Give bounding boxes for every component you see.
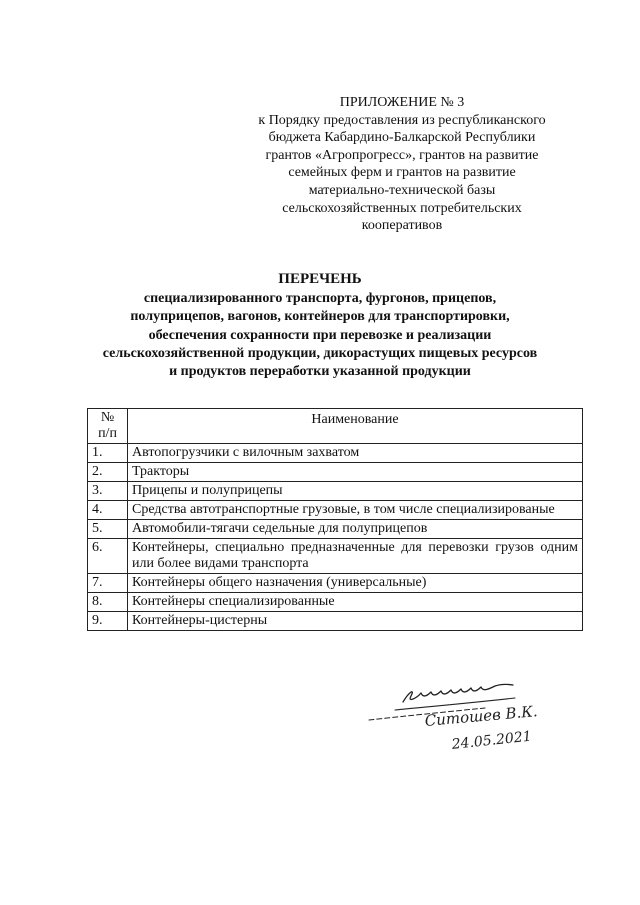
- row-name: Контейнеры специализированные: [128, 593, 583, 612]
- column-header-number: [88, 409, 128, 444]
- table-row: [88, 520, 583, 539]
- signature-name: Ситошев В.К.: [424, 702, 539, 730]
- document-subtitle-line: специализированного транспорта, фургонов, прицепов,: [143, 291, 497, 307]
- table-row: [88, 482, 583, 501]
- row-name: Средства автотранспортные грузовые, в том числе специализированые: [128, 501, 583, 520]
- table-row: [88, 539, 583, 574]
- row-number: 8.: [88, 593, 128, 612]
- appendix-text-line: сельскохозяйственных потребительских: [282, 200, 522, 216]
- row-number: 1.: [88, 444, 128, 463]
- signature-date: 24.05.2021: [451, 728, 533, 753]
- table-row: [88, 593, 583, 612]
- row-name: Контейнеры, специально предназначенные для перевозки грузов одним или более видами транспорта: [128, 539, 583, 574]
- table-row: [88, 501, 583, 520]
- row-name: Автомобили-тягачи седельные для полуприцепов: [128, 520, 583, 539]
- appendix-number: ПРИЛОЖЕНИЕ № 3: [339, 95, 465, 110]
- appendix-text-line: бюджета Кабардино-Балкарской Республики: [268, 130, 536, 146]
- appendix-text-line: семейных ферм и грантов на развитие: [288, 165, 516, 181]
- row-number: 6.: [88, 539, 128, 574]
- document-subtitle-line: сельскохозяйственной продукции, дикорастущих пищевых ресурсов: [102, 345, 538, 361]
- document-title: ПЕРЕЧЕНЬ: [278, 271, 362, 287]
- table-row: [88, 612, 583, 631]
- appendix-text-line: кооперативов: [361, 218, 443, 234]
- signature-stroke: [403, 684, 513, 702]
- row-name: Контейнеры общего назначения (универсальные): [128, 574, 583, 593]
- row-name: Контейнеры-цистерны: [128, 612, 583, 631]
- document-heading: [80, 270, 560, 381]
- column-header-name: Наименование: [128, 409, 583, 444]
- table-row: [88, 444, 583, 463]
- row-number: 9.: [88, 612, 128, 631]
- table-header-row: [88, 409, 583, 444]
- row-number: 7.: [88, 574, 128, 593]
- document-subtitle-line: и продуктов переработки указанной продукции: [169, 364, 471, 380]
- row-number: 4.: [88, 501, 128, 520]
- row-name: Автопогрузчики с вилочным захватом: [128, 444, 583, 463]
- document-subtitle-line: обеспечения сохранности при перевозке и реализации: [148, 327, 492, 343]
- appendix-text-line: к Порядку предоставления из республиканского: [258, 112, 546, 128]
- appendix-block: [232, 94, 572, 235]
- row-number: 2.: [88, 463, 128, 482]
- row-number: 5.: [88, 520, 128, 539]
- appendix-text-line: материально-технической базы: [308, 182, 496, 198]
- row-name: Прицепы и полуприцепы: [128, 482, 583, 501]
- items-table: [87, 408, 583, 631]
- document-subtitle-line: полуприцепов, вагонов, контейнеров для транспортировки,: [130, 309, 510, 325]
- row-name: Тракторы: [128, 463, 583, 482]
- appendix-text-line: грантов «Агропрогресс», грантов на развитие: [265, 147, 539, 163]
- table-row: [88, 463, 583, 482]
- column-header-number-line2: п/п: [98, 426, 117, 441]
- column-header-number-line1: №: [100, 410, 115, 425]
- row-number: 3.: [88, 482, 128, 501]
- table-row: [88, 574, 583, 593]
